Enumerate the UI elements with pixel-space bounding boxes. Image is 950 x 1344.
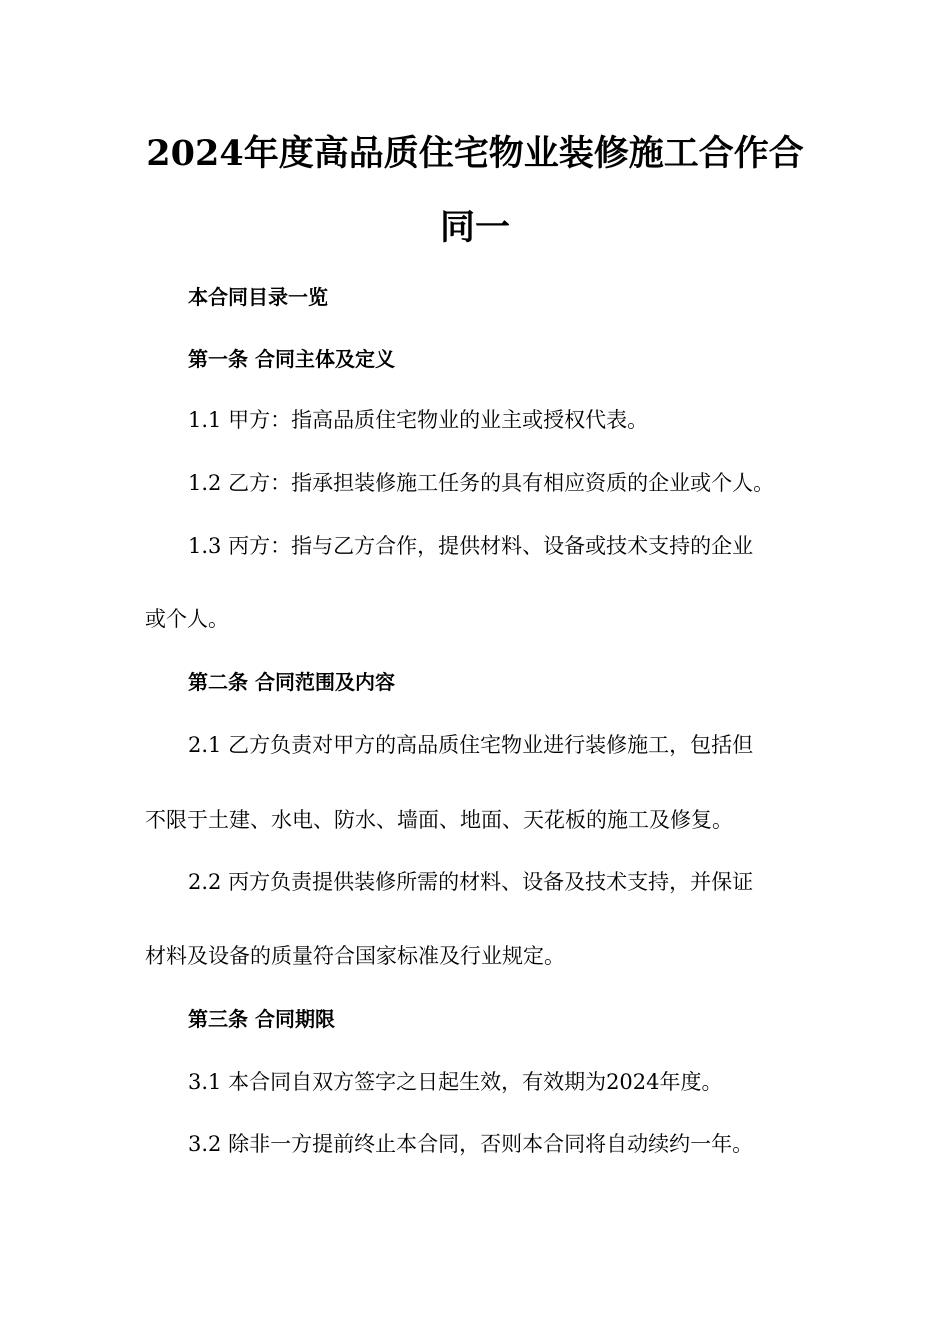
document-title-line-1: 2024年度高品质住宅物业装修施工合作合 (146, 133, 804, 174)
clause-1-3-line-2: 或个人。 (145, 607, 229, 631)
section-2-heading: 第二条 合同范围及内容 (188, 670, 395, 694)
clause-2-1-line-2: 不限于土建、水电、防水、墙面、地面、天花板的施工及修复。 (145, 808, 733, 832)
clause-2-2-line-1: 2.2 丙方负责提供装修所需的材料、设备及技术支持，并保证 (188, 870, 754, 894)
clause-2-2-line-2: 材料及设备的质量符合国家标准及行业规定。 (145, 944, 565, 968)
clause-3-1: 3.1 本合同自双方签字之日起生效，有效期为2024年度。 (188, 1070, 723, 1094)
clause-3-2: 3.2 除非一方提前终止本合同，否则本合同将自动续约一年。 (188, 1132, 754, 1156)
document-title-line-2: 同一 (439, 207, 510, 248)
toc-heading: 本合同目录一览 (188, 285, 328, 309)
clause-1-1: 1.1 甲方：指高品质住宅物业的业主或授权代表。 (188, 408, 649, 432)
clause-2-1-line-1: 2.1 乙方负责对甲方的高品质住宅物业进行装修施工，包括但 (188, 733, 754, 757)
section-3-heading: 第三条 合同期限 (188, 1007, 335, 1031)
section-1-heading: 第一条 合同主体及定义 (188, 347, 395, 371)
clause-1-2: 1.2 乙方：指承担装修施工任务的具有相应资质的企业或个人。 (188, 471, 775, 495)
clause-1-3-line-1: 1.3 丙方：指与乙方合作，提供材料、设备或技术支持的企业 (188, 534, 754, 558)
